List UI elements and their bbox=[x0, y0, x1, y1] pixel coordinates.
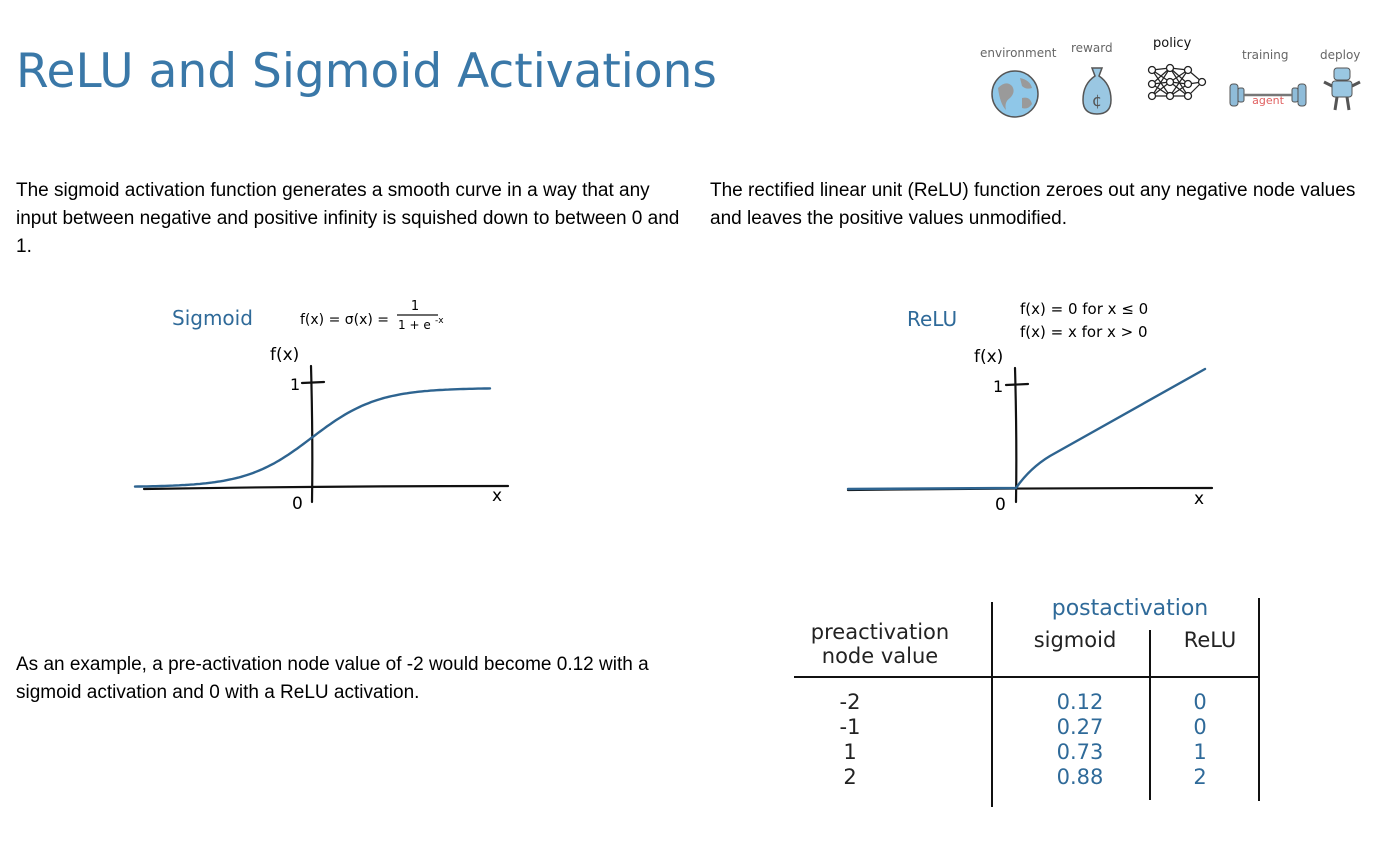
pipeline-label-reward: reward bbox=[1071, 41, 1113, 55]
sigmoid-formula-numerator: 1 bbox=[410, 299, 420, 314]
relu-rule-2: f(x) = x for x > 0 bbox=[1020, 323, 1148, 341]
relu-origin: 0 bbox=[995, 495, 1006, 515]
relu-rule-1: f(x) = 0 for x ≤ 0 bbox=[1020, 300, 1149, 318]
pipeline-label-environment: environment bbox=[980, 46, 1057, 60]
table-col-relu: ReLU bbox=[1183, 628, 1237, 652]
table-input-header-line1: preactivation bbox=[810, 620, 950, 644]
sigmoid-x-axis bbox=[144, 486, 508, 489]
globe-icon bbox=[990, 68, 1040, 120]
relu-x-label: x bbox=[1194, 489, 1205, 509]
money-bag-icon bbox=[1080, 64, 1114, 116]
sigmoid-y-tick: 1 bbox=[290, 375, 301, 394]
svg-text:¢: ¢ bbox=[1091, 91, 1103, 110]
example-description: As an example, a pre-activation node value of -2 would become 0.12 with a sigmoid activation and 0 with a ReLU activation. bbox=[16, 654, 649, 703]
sigmoid-x-label: x bbox=[492, 486, 503, 506]
sigmoid-diagram bbox=[120, 290, 540, 520]
table-row-1-input: -1 bbox=[839, 715, 861, 739]
table-row-2-sigmoid: 0.73 bbox=[1056, 740, 1104, 764]
table-row-1-relu: 0 bbox=[1193, 715, 1207, 739]
relu-y-label: f(x) bbox=[974, 347, 1004, 367]
sigmoid-formula-lhs: f(x) = σ(x) = bbox=[300, 312, 390, 328]
table-header-rule bbox=[794, 676, 1260, 678]
table-row-0-input: -2 bbox=[839, 690, 861, 714]
pipeline-nav bbox=[970, 30, 1370, 130]
sigmoid-y-axis bbox=[311, 366, 312, 502]
sigmoid-y-label: f(x) bbox=[270, 345, 300, 365]
neural-network-icon bbox=[1146, 62, 1208, 102]
pipeline-label-training: training bbox=[1242, 48, 1289, 62]
table-divider-cols bbox=[1149, 630, 1151, 800]
sigmoid-formula-exponent: -x bbox=[435, 316, 444, 326]
relu-name: ReLU bbox=[907, 307, 958, 331]
table-divider-input bbox=[991, 602, 993, 807]
barbell-icon-label: agent bbox=[1252, 94, 1284, 107]
relu-y-tick-mark bbox=[1006, 384, 1028, 385]
sigmoid-formula-denominator: 1 + e bbox=[398, 318, 431, 332]
table-row-3-relu: 2 bbox=[1193, 765, 1207, 789]
page-title: ReLU and Sigmoid Activations bbox=[16, 44, 717, 99]
table-right-border bbox=[1258, 598, 1260, 801]
sigmoid-description: The sigmoid activation function generates a smooth curve in a way that any input between negative and positive infinity is squished down to between 0 and 1. bbox=[16, 180, 680, 257]
sigmoid-origin: 0 bbox=[292, 494, 303, 514]
relu-description: The rectified linear unit (ReLU) function zeroes out any negative node values and leaves the positive values unmodified. bbox=[710, 180, 1356, 229]
robot-icon bbox=[1322, 66, 1362, 112]
table-group-header: postactivation bbox=[1051, 596, 1209, 621]
table-row-2-input: 1 bbox=[843, 740, 857, 764]
table-row-0-sigmoid: 0.12 bbox=[1056, 690, 1104, 714]
table-row-0-relu: 0 bbox=[1193, 690, 1207, 714]
table-row-3-input: 2 bbox=[843, 765, 857, 789]
table-input-header bbox=[790, 620, 970, 668]
table-input-header-line2: node value bbox=[821, 644, 939, 668]
activation-table bbox=[790, 590, 1270, 810]
table-row-2-relu: 1 bbox=[1193, 740, 1207, 764]
sigmoid-y-tick-mark bbox=[302, 382, 324, 383]
pipeline-label-deploy: deploy bbox=[1320, 48, 1361, 62]
relu-y-axis bbox=[1015, 368, 1016, 502]
table-row-1-sigmoid: 0.27 bbox=[1056, 715, 1104, 739]
pipeline-label-policy: policy bbox=[1153, 36, 1192, 51]
barbell-icon bbox=[1228, 80, 1308, 110]
table-row-3-sigmoid: 0.88 bbox=[1056, 765, 1104, 789]
relu-diagram bbox=[830, 290, 1250, 520]
sigmoid-name: Sigmoid bbox=[172, 306, 253, 330]
relu-curve bbox=[848, 369, 1205, 489]
relu-y-tick: 1 bbox=[993, 377, 1004, 396]
table-col-sigmoid: sigmoid bbox=[1033, 628, 1117, 652]
